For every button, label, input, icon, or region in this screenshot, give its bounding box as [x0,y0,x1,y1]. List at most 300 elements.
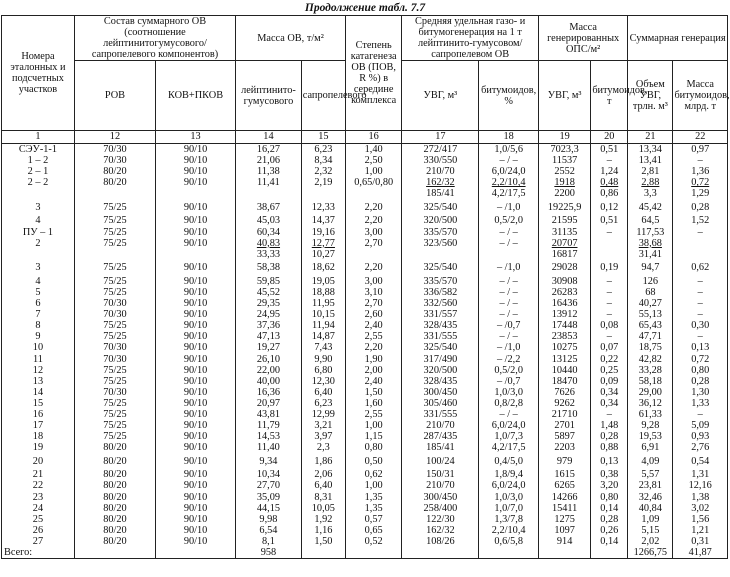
table-cell: 0,52 [345,536,401,547]
table-row [2,227,728,238]
table-cell: – [591,155,628,166]
table-cell: 90/10 [156,469,236,480]
table-cell: 6,23 [301,398,345,409]
table-cell: 41,87 [673,547,728,559]
table-row [2,431,728,442]
table-cell: 6,91 [628,442,673,453]
row-label: 27 [2,536,75,547]
table-cell: 2,81 [628,166,673,177]
table-cell: – / – [479,227,539,238]
table-cell: 2,06 [301,469,345,480]
table-cell: 38,67 [236,199,302,215]
table-cell: 80/20 [74,503,155,514]
table-cell: 90/10 [156,309,236,320]
table-cell: – [591,298,628,309]
table-row [2,238,728,249]
column-number: 20 [591,131,628,144]
table-cell: 3,97 [301,431,345,442]
table-cell: 75/25 [74,409,155,420]
column-number: 18 [479,131,539,144]
table-cell: 75/25 [74,420,155,431]
row-label: 20 [2,453,75,469]
table-cell: 1,3/7,8 [479,514,539,525]
table-cell: 0,25 [591,365,628,376]
table-cell: 21595 [538,215,590,226]
table-cell: 43,81 [236,409,302,420]
table-cell: 1,00 [345,420,401,431]
table-cell: 323/560 [402,238,479,249]
table-cell: 36,12 [628,398,673,409]
table-cell: 1,86 [301,453,345,469]
table-cell: 1,30 [673,387,728,398]
table-cell: 18470 [538,376,590,387]
table-cell: 90/10 [156,155,236,166]
row-label [2,249,75,260]
table-row [2,155,728,166]
table-cell: 90/10 [156,442,236,453]
table-cell: – / – [479,276,539,287]
row-label: 7 [2,309,75,320]
table-cell: 1,24 [591,166,628,177]
row-label: Всего: [2,547,75,559]
table-cell: 40,84 [628,503,673,514]
table-row [2,309,728,320]
table-cell: 37,36 [236,320,302,331]
table-cell: 80/20 [74,442,155,453]
table-cell: 14,87 [301,331,345,342]
table-cell [301,188,345,199]
row-label: 19 [2,442,75,453]
table-cell: 1,15 [345,431,401,442]
table-cell [591,238,628,249]
row-label: 11 [2,354,75,365]
table-cell: 18,75 [628,342,673,353]
table-cell [402,547,479,559]
table-cell: 16436 [538,298,590,309]
table-cell: 1,36 [673,166,728,177]
table-cell [479,547,539,559]
table-cell: 40,83 [236,238,302,249]
table-cell: 6,0/24,0 [479,480,539,491]
table-cell: 5897 [538,431,590,442]
table-cell [673,238,728,249]
table-cell: 14266 [538,492,590,503]
table-cell [74,188,155,199]
table-cell: 0,30 [673,320,728,331]
column-number: 17 [402,131,479,144]
table-cell: 32,46 [628,492,673,503]
table-cell: – [591,287,628,298]
table-cell: 19,05 [301,276,345,287]
table-row [2,492,728,503]
table-cell: 31135 [538,227,590,238]
table-row [2,354,728,365]
table-cell: 0,65/0,80 [345,177,401,188]
table-cell [479,249,539,260]
table-cell: 13,41 [628,155,673,166]
table-cell: 1,50 [345,387,401,398]
table-row [2,525,728,536]
table-cell: 9262 [538,398,590,409]
table-cell: 1097 [538,525,590,536]
table-cell: 0,57 [345,514,401,525]
table-cell: 0,88 [591,442,628,453]
table-cell: 11537 [538,155,590,166]
table-cell: 75/25 [74,320,155,331]
table-cell: – [591,227,628,238]
table-cell: 75/25 [74,365,155,376]
table-cell: 40,00 [236,376,302,387]
table-cell: 1,50 [301,536,345,547]
table-cell: 10,15 [301,309,345,320]
table-cell: 9,90 [301,354,345,365]
table-cell: 13912 [538,309,590,320]
row-label: 12 [2,365,75,376]
table-cell: 1,40 [345,144,401,156]
table-cell: 70/30 [74,298,155,309]
table-row [2,442,728,453]
table-cell: 331/557 [402,309,479,320]
table-row [2,536,728,547]
table-cell: 17448 [538,320,590,331]
table-cell: – [673,155,728,166]
row-label: 1 – 2 [2,155,75,166]
table-cell: 75/25 [74,287,155,298]
table-cell: 1615 [538,469,590,480]
table-cell: 0,34 [591,387,628,398]
column-number: 12 [74,131,155,144]
table-cell: 328/435 [402,376,479,387]
row-label: 16 [2,409,75,420]
table-cell: 320/500 [402,365,479,376]
table-cell: 331/555 [402,409,479,420]
table-row [2,376,728,387]
table-cell: 16,27 [236,144,302,156]
table-cell: 1,92 [301,514,345,525]
table-cell: 29028 [538,260,590,276]
table-cell: 0,28 [673,199,728,215]
table-cell: 70/30 [74,354,155,365]
table-cell: – [673,331,728,342]
header-leipt: лейптинито-гумусового [236,61,302,131]
table-cell: 330/550 [402,155,479,166]
table-cell: 0,14 [591,536,628,547]
table-cell: 1,52 [673,215,728,226]
table-cell: 90/10 [156,354,236,365]
table-cell: – / – [479,298,539,309]
table-cell: 2,20 [345,215,401,226]
table-cell: 325/540 [402,199,479,215]
table-cell: 210/70 [402,420,479,431]
table-cell: – / – [479,155,539,166]
table-cell [156,249,236,260]
table-cell: 80/20 [74,525,155,536]
table-cell: 1,0/3,0 [479,492,539,503]
table-row [2,199,728,215]
row-label: 2 – 2 [2,177,75,188]
table-cell: 12,16 [673,480,728,491]
table-cell: 0,62 [673,260,728,276]
table-cell: – [591,331,628,342]
table-cell: 0,14 [591,503,628,514]
table-cell: 1,0/5,6 [479,144,539,156]
table-cell: 11,79 [236,420,302,431]
table-cell: 2,20 [345,342,401,353]
table-cell: 4,2/17,5 [479,442,539,453]
row-label: 4 [2,215,75,226]
table-cell: 20707 [538,238,590,249]
table-cell: 2,3 [301,442,345,453]
row-label: 25 [2,514,75,525]
table-cell: 12,77 [301,238,345,249]
table-row [2,365,728,376]
table-cell: 70/30 [74,342,155,353]
table-cell: 0,80 [591,492,628,503]
table-cell: 90/10 [156,320,236,331]
table-cell: 90/10 [156,287,236,298]
table-cell: 3,3 [628,188,673,199]
table-cell: 0,34 [591,398,628,409]
table-cell: – / – [479,331,539,342]
column-number-row [2,131,728,144]
table-cell: 90/10 [156,431,236,442]
table-cell: 75/25 [74,431,155,442]
table-cell: 90/10 [156,525,236,536]
table-cell: 2,50 [345,155,401,166]
table-row [2,514,728,525]
table-cell: 0,09 [591,376,628,387]
table-cell: 914 [538,536,590,547]
table-cell: 11,38 [236,166,302,177]
table-cell: 59,85 [236,276,302,287]
column-number: 16 [345,131,401,144]
table-cell: – [673,287,728,298]
table-cell: 90/10 [156,453,236,469]
table-cell: 1,8/9,4 [479,469,539,480]
header-sostav: Состав суммарного ОВ (соотношение лейптинитогумусового/сапропелевого компонентов) [74,16,235,61]
table-cell: 55,13 [628,309,673,320]
table-cell: 18,88 [301,287,345,298]
table-cell: 1,29 [673,188,728,199]
table-cell: 1,09 [628,514,673,525]
table-cell: 90/10 [156,199,236,215]
table-cell: 90/10 [156,342,236,353]
table-cell: 16817 [538,249,590,260]
table-cell: 2,20 [345,199,401,215]
table-cell: – /1,0 [479,199,539,215]
table-cell: 2,19 [301,177,345,188]
table-cell: 70/30 [74,387,155,398]
table-cell: 58,18 [628,376,673,387]
table-row [2,453,728,469]
table-cell: 80/20 [74,469,155,480]
row-label: 13 [2,376,75,387]
table-cell: 2,2/10,4 [479,177,539,188]
table-cell: 328/435 [402,320,479,331]
row-label: 4 [2,276,75,287]
table-cell: 10,34 [236,469,302,480]
table-cell [156,188,236,199]
table-cell: 23,81 [628,480,673,491]
table-cell: 3,20 [591,480,628,491]
table-cell: 0,86 [591,188,628,199]
table-cell: 0,19 [591,260,628,276]
table-cell: 90/10 [156,514,236,525]
table-cell: 1275 [538,514,590,525]
table-cell: 2701 [538,420,590,431]
table-cell: 0,28 [591,431,628,442]
table-row [2,420,728,431]
table-cell: 1,38 [673,492,728,503]
table-cell: 35,09 [236,492,302,503]
table-cell: 80/20 [74,480,155,491]
table-cell: 185/41 [402,442,479,453]
table-cell: 65,43 [628,320,673,331]
table-cell: 2,55 [345,409,401,420]
table-cell: 335/570 [402,227,479,238]
table-cell: 4,09 [628,453,673,469]
table-cell: 14,53 [236,431,302,442]
header-uvg: УВГ, м³ [402,61,479,131]
table-cell: 8,1 [236,536,302,547]
table-cell: 10440 [538,365,590,376]
table-cell: 1,33 [673,398,728,409]
table-cell: 9,34 [236,453,302,469]
table-cell: 2,88 [628,177,673,188]
table-row [2,249,728,260]
table-cell: 0,51 [591,144,628,156]
table-cell: 108/26 [402,536,479,547]
table-cell: 2,20 [345,260,401,276]
table-cell: 2203 [538,442,590,453]
row-label: 3 [2,260,75,276]
table-cell: 162/32 [402,525,479,536]
table-row [2,409,728,420]
table-cell: 70/30 [74,144,155,156]
table-cell: 75/25 [74,199,155,215]
table-cell: 29,35 [236,298,302,309]
row-label: 17 [2,420,75,431]
table-cell: – / – [479,409,539,420]
table-cell: 6,23 [301,144,345,156]
table-cell: 45,42 [628,199,673,215]
table-row [2,469,728,480]
table-cell [301,547,345,559]
table-cell: 320/500 [402,215,479,226]
row-label: 14 [2,387,75,398]
table-cell: 100/24 [402,453,479,469]
table-cell: 16,36 [236,387,302,398]
table-cell: 958 [236,547,302,559]
table-cell: 1266,75 [628,547,673,559]
table-cell: 90/10 [156,238,236,249]
table-cell: 2,70 [345,298,401,309]
table-cell: 6,0/24,0 [479,166,539,177]
column-number: 15 [301,131,345,144]
table-cell: 2,55 [345,331,401,342]
table-cell: 0,65 [345,525,401,536]
table-cell: 75/25 [74,331,155,342]
table-cell: 317/490 [402,354,479,365]
table-row [2,342,728,353]
header-bitum-t: битумоидов, т [591,61,628,131]
table-cell: – /0,7 [479,320,539,331]
table-cell: 70/30 [74,155,155,166]
table-cell: 7023,3 [538,144,590,156]
table-cell: 7,43 [301,342,345,353]
table-cell: 0,62 [345,469,401,480]
table-cell: 44,15 [236,503,302,514]
table-cell: 10,27 [301,249,345,260]
table-row [2,260,728,276]
table-cell: 75/25 [74,398,155,409]
table-cell [156,547,236,559]
column-number: 21 [628,131,673,144]
table-cell: 150/31 [402,469,479,480]
table-cell [74,249,155,260]
table-cell: 5,09 [673,420,728,431]
table-cell: 19225,9 [538,199,590,215]
column-number: 13 [156,131,236,144]
table-cell: 185/41 [402,188,479,199]
data-table [1,15,728,559]
table-cell: 90/10 [156,480,236,491]
column-number: 19 [538,131,590,144]
table-cell: 47,71 [628,331,673,342]
table-cell: 5,57 [628,469,673,480]
table-cell: – /0,7 [479,376,539,387]
header-nomera: Номера эталонных и подсчетных участков [2,16,75,131]
table-cell: 27,70 [236,480,302,491]
table-cell: 90/10 [156,365,236,376]
table-cell: 1,48 [591,420,628,431]
table-cell: 38,68 [628,238,673,249]
column-number: 1 [2,131,75,144]
table-cell: – /1,0 [479,342,539,353]
table-cell: – / – [479,238,539,249]
table-cell: 0,72 [673,354,728,365]
table-cell: 331/555 [402,331,479,342]
table-cell [402,249,479,260]
table-cell: 68 [628,287,673,298]
table-cell: 61,33 [628,409,673,420]
header-massa: Масса ОВ, т/м² [236,16,346,61]
header-bitum-pct: битумоидов, % [479,61,539,131]
table-cell: 3,21 [301,420,345,431]
table-row [2,398,728,409]
table-cell: 8,34 [301,155,345,166]
header-obem: Объем УВГ, трлн. м³ [628,61,673,131]
table-cell: 90/10 [156,420,236,431]
table-cell: 2,32 [301,166,345,177]
table-row [2,287,728,298]
table-cell: 90/10 [156,177,236,188]
table-cell: 2,70 [345,238,401,249]
header-sredn: Средняя удельная газо- и битумогенерация на 1 т лейптинито-гумусовом/сапропелевом ОВ [402,16,539,61]
table-cell: 3,02 [673,503,728,514]
table-cell: 0,28 [591,514,628,525]
table-cell: 75/25 [74,238,155,249]
table-row [2,320,728,331]
row-label: 23 [2,492,75,503]
table-row [2,144,728,156]
table-cell: 0,4/5,0 [479,453,539,469]
table-cell: 332/560 [402,298,479,309]
table-cell: 3,00 [345,227,401,238]
table-cell: 0,5/2,0 [479,365,539,376]
table-cell: 0,48 [591,177,628,188]
table-cell: 1,90 [345,354,401,365]
